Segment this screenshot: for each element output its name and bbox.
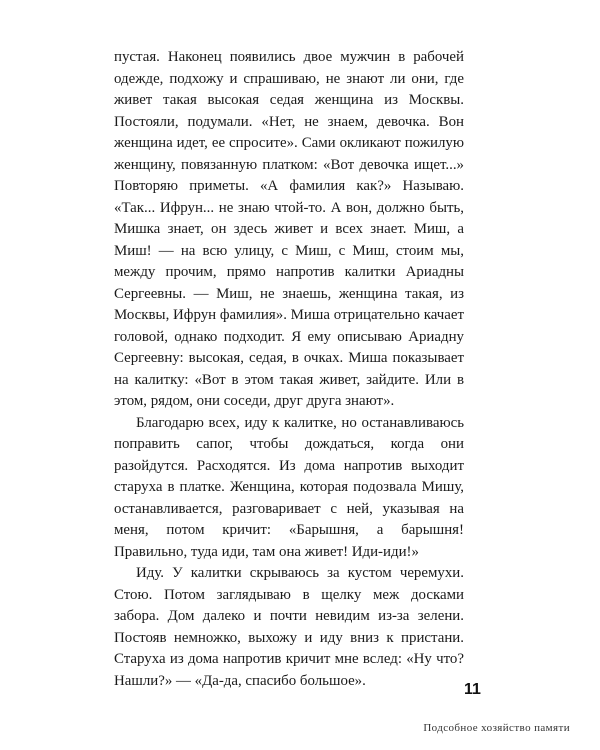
paragraph-2: Благодарю всех, иду к калитке, но останавливаюсь поправить сапог, чтобы дождаться, когда они разойдутся. Расходятся. Из дома напротив выходит старуха в платке. Женщина, которая подозвала Мишу, останавливается, разговаривает с ней, указывая на меня, потом кричит: «Барышня, а барышня! Правильно, туда иди, там она живет! Иди-иди!» (114, 414, 464, 560)
paragraph-3: Иду. У калитки скрываюсь за кустом черемухи. Стою. Потом заглядываю в щелку меж досками забора. Дом далеко и почти невидим из-за зелени. Постояв немножко, выхожу и иду вниз к пристани. Старуха из дома напротив кричит мне вслед: «Ну что? Нашли?» — «Да-да, спасибо большое». (114, 565, 464, 689)
running-footer: Подсобное хозяйство памяти (423, 722, 570, 734)
page-number: 11 (464, 681, 481, 698)
page-body (114, 47, 464, 692)
paragraph-1: пустая. Наконец появились двое мужчин в рабочей одежде, подхожу и спрашиваю, не знают ли они, где живет такая высокая седая женщина из Москвы. Постояли, подумали. «Нет, не знаем, девочка. Вон женщина идет, ее спросите». Сами окликают пожилую женщину, повязанную платком: «Вот девочка ищет...» Повторяю приметы. «А фамилия как?» Называю. «Так... Ифрун... не знаю чтой-то. А вон, должно быть, Мишка знает, он здесь живет и всех знает. Миш, а Миш! — на всю улицу, с Миш, с Миш, стоим мы, между прочим, прямо напротив калитки Ариадны Сергеевны. — Миш, не знаешь, женщина такая, из Москвы, Ифрун фамилия». Миша отрицательно качает головой, однако подходит. Я ему описываю Ариадну Сергеевну: высокая, седая, в очках. Миша показывает на калитку: «Вот в этом такая живет, зайдите. Или в этом, рядом, они соседи, друг друга знают». (114, 49, 464, 409)
